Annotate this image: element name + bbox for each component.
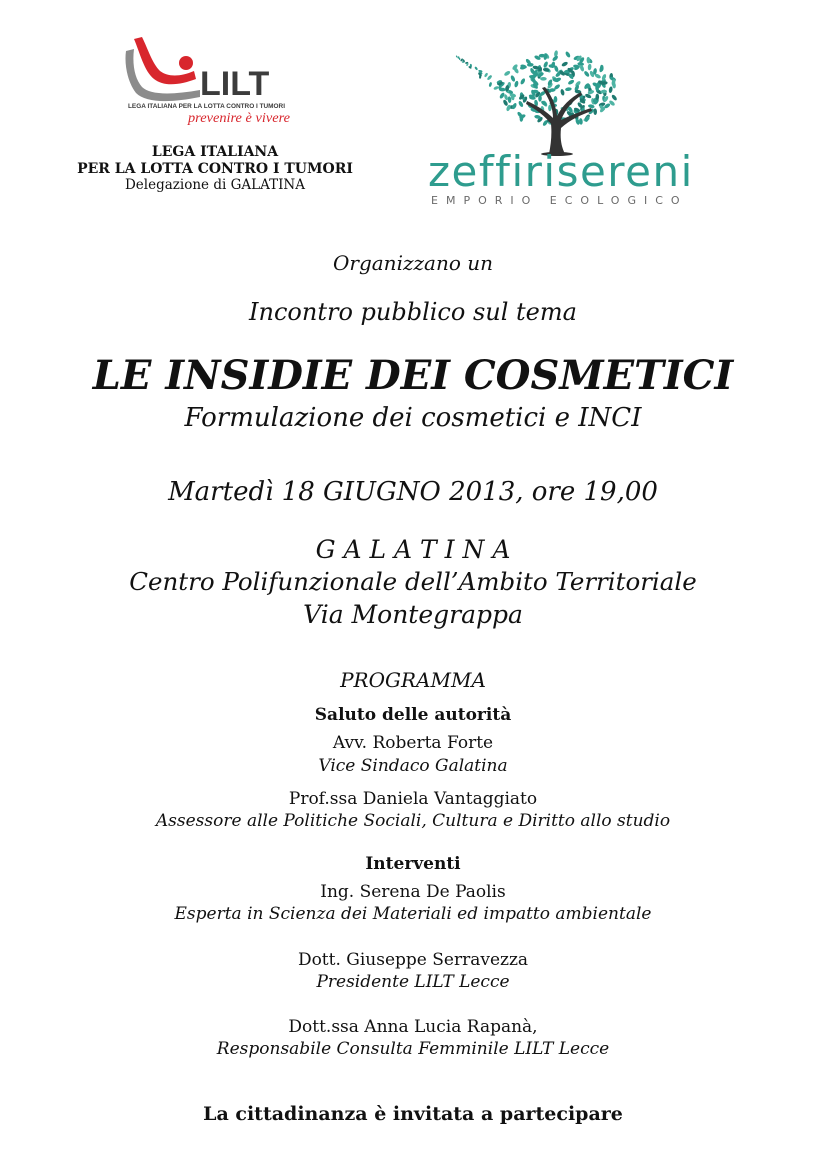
leaf-shape bbox=[493, 86, 499, 91]
speaker-role: Presidente LILT Lecce bbox=[316, 972, 510, 992]
speaker-name: Dott.ssa Anna Lucia Rapanà, bbox=[288, 1017, 538, 1037]
leaf-shape bbox=[565, 87, 572, 92]
leaf-shape bbox=[601, 73, 607, 80]
speaker-name: Ing. Serena De Paolis bbox=[320, 882, 506, 902]
leaf-shape bbox=[567, 79, 575, 85]
leaf-shape bbox=[543, 61, 549, 69]
leaf-shape bbox=[561, 61, 569, 67]
leaf-shape bbox=[611, 94, 618, 101]
zeffiri-wordmark: zeffirisereni bbox=[428, 147, 694, 196]
lilt-tagline-small: LEGA ITALIANA PER LA LOTTA CONTRO I TUMORI bbox=[128, 103, 286, 110]
leaf-shape bbox=[600, 65, 604, 72]
event-subtitle: Incontro pubblico sul tema bbox=[249, 298, 577, 326]
leaf-shape bbox=[499, 88, 506, 92]
lilt-figure-head bbox=[179, 56, 193, 70]
leaf-shape bbox=[587, 64, 591, 71]
leaf-shape bbox=[484, 72, 489, 77]
lilt-name-line-2: PER LA LOTTA CONTRO I TUMORI bbox=[77, 161, 353, 177]
leaf-shape bbox=[456, 55, 459, 58]
program-section-title: Interventi bbox=[365, 854, 461, 874]
speaker-name: Prof.ssa Daniela Vantaggiato bbox=[288, 789, 538, 809]
zeffiri-tree-logo bbox=[452, 46, 622, 158]
footer-invitation: La cittadinanza è invitata a partecipare bbox=[203, 1103, 623, 1125]
event-title-sub: Formulazione dei cosmetici e INCI bbox=[184, 403, 642, 433]
leaf-shape bbox=[510, 75, 516, 83]
speaker-name: Dott. Giuseppe Serravezza bbox=[297, 950, 529, 970]
event-date: Martedì 18 GIUGNO 2013, ore 19,00 bbox=[168, 477, 658, 507]
location-venue: Centro Polifunzionale dell’Ambito Territoriale bbox=[129, 567, 697, 596]
lilt-delegation: Delegazione di GALATINA bbox=[124, 177, 305, 193]
leaf-shape bbox=[560, 89, 565, 96]
event-title: LE INSIDIE DEI COSMETICI bbox=[92, 352, 734, 399]
leaf-shape bbox=[503, 70, 510, 77]
lilt-logo bbox=[120, 33, 295, 133]
leaf-shape bbox=[565, 51, 572, 59]
leaf-shape bbox=[593, 108, 597, 115]
lilt-wordmark: LILT bbox=[200, 65, 270, 103]
leaf-shape bbox=[520, 78, 526, 86]
leaf-shape bbox=[588, 104, 595, 109]
zeffiri-subtitle: EMPORIO ECOLOGICO bbox=[431, 194, 688, 207]
leaf-shape bbox=[488, 82, 492, 87]
leaf-shape bbox=[474, 66, 478, 70]
leaf-shape bbox=[583, 70, 590, 77]
flying-leaves bbox=[456, 55, 509, 100]
location-street: Via Montegrappa bbox=[303, 600, 523, 629]
program-heading: PROGRAMMA bbox=[340, 668, 486, 692]
leaf-shape bbox=[608, 86, 613, 93]
location-city: G A L A T I N A bbox=[315, 535, 511, 564]
speaker-role: Responsabile Consulta Femminile LILT Lecce bbox=[216, 1039, 610, 1059]
speaker-role: Esperta in Scienza dei Materiali ed impatto ambientale bbox=[174, 904, 652, 924]
speaker-name: Avv. Roberta Forte bbox=[332, 733, 494, 753]
leaf-shape bbox=[540, 77, 547, 81]
lilt-name-line-1: LEGA ITALIANA bbox=[151, 144, 279, 160]
intro-text: Organizzano un bbox=[333, 251, 493, 275]
program-section-title: Saluto delle autorità bbox=[314, 705, 512, 725]
speaker-role: Vice Sindaco Galatina bbox=[318, 756, 508, 776]
leaf-shape bbox=[514, 80, 519, 87]
lilt-slogan: prevenire è vivere bbox=[186, 111, 290, 126]
speaker-role: Assessore alle Politiche Sociali, Cultura e Diritto allo studio bbox=[155, 811, 671, 831]
